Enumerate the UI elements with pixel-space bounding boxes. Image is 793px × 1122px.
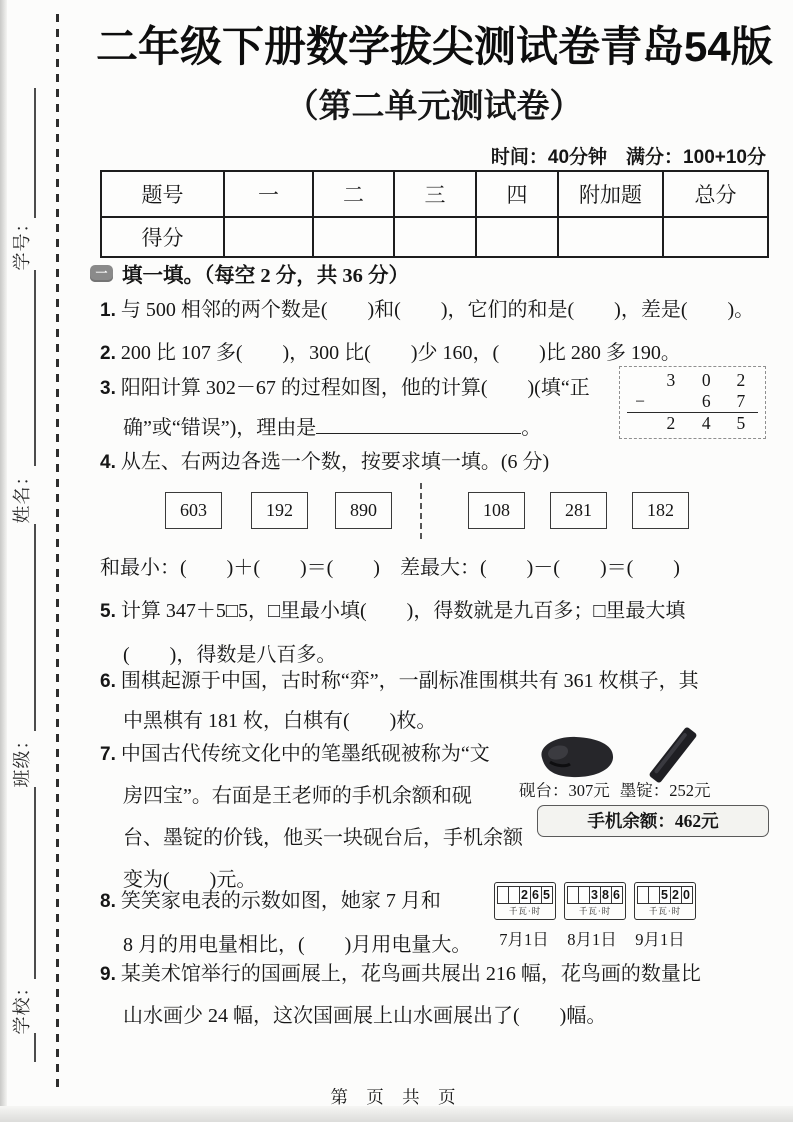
meter-digit: 6 <box>530 886 542 904</box>
meter-digit: 5 <box>541 886 553 904</box>
number-card: 603 <box>165 492 222 529</box>
question-text: 变为( )元。 <box>123 869 257 891</box>
meter-dates <box>494 926 690 950</box>
meter-digits <box>495 886 555 904</box>
question-6 <box>100 662 699 742</box>
write-line-5 <box>34 1033 36 1062</box>
question-4-answer-line <box>100 549 680 589</box>
score-cell-empty <box>558 217 663 257</box>
score-table <box>100 170 769 258</box>
score-header-cell: 一 <box>224 171 313 217</box>
question-3 <box>100 369 590 449</box>
question-number: 5. <box>100 601 116 622</box>
question-number: 6. <box>100 671 116 692</box>
question-text: 台、墨锭的价钱，他买一块砚台后，手机余额 <box>123 827 523 849</box>
question-text: ( )，得数是八百多。 <box>123 644 337 666</box>
calc-cell: 5 <box>736 413 746 433</box>
sidebar-field-school: 学校： <box>12 977 32 1035</box>
meter-digit: 5 <box>659 886 671 904</box>
question-number: 9. <box>100 964 116 985</box>
electric-meter <box>564 882 626 920</box>
meter-unit: 千瓦·时 <box>578 906 612 916</box>
calc-cell: 0 <box>701 370 711 390</box>
meter-digit: 0 <box>681 886 693 904</box>
question-number: 4. <box>100 452 116 473</box>
number-card: 108 <box>468 492 525 529</box>
question-9 <box>100 954 701 1038</box>
question-number: 7. <box>100 744 116 765</box>
meter-digit: 2 <box>670 886 682 904</box>
question-text: 200 比 107 多( )，300 比( )少 160，( )比 280 多 190。 <box>120 342 681 364</box>
number-card: 192 <box>251 492 308 529</box>
ink-stick-image <box>642 726 704 784</box>
calc-cell: 2 <box>736 370 746 390</box>
write-line-1 <box>34 88 36 218</box>
vertical-subtraction-figure <box>619 366 766 439</box>
question-number: 2. <box>100 343 116 364</box>
meter-digits <box>635 886 695 904</box>
question-text: 从左、右两边各选一个数，按要求填一填。(6 分) <box>120 451 550 473</box>
calc-cell: 2 <box>666 413 676 433</box>
question-1 <box>100 291 754 331</box>
time-score-meta: 时间：40分钟 满分：100+10分 <box>490 147 766 168</box>
score-header-cell: 四 <box>476 171 558 217</box>
write-line-4 <box>34 787 36 979</box>
meter-digit: 6 <box>611 886 623 904</box>
question-text: 计算 347＋5□5，□里最小填( )，得数就是九百多；□里最大填 <box>120 600 686 622</box>
question-text: 某美术馆举行的国画展上，花鸟画共展出 216 幅，花鸟画的数量比 <box>120 963 701 985</box>
question-text: 和最小：( )＋( )＝( ) 差最大：( )－( )＝( ) <box>100 557 680 579</box>
score-cell-empty <box>313 217 394 257</box>
electric-meter-figures <box>494 882 696 920</box>
question-text: 围棋起源于中国，古时称“弈”，一副标准围棋共有 361 枚棋子，其 <box>120 670 699 692</box>
page-title: 二年级下册数学拔尖测试卷青岛54版 <box>96 23 773 70</box>
score-cell-empty <box>224 217 313 257</box>
answer-blank-line <box>316 419 521 434</box>
question-text: 确”或“错误”)，理由是 <box>123 417 317 439</box>
question-text: 中国古代传统文化中的笔墨纸砚被称为“文 <box>120 743 490 765</box>
sidebar-field-student-id: 学号： <box>12 213 32 271</box>
question-7 <box>100 734 523 902</box>
score-cell-empty <box>394 217 476 257</box>
meter-date: 9月1日 <box>635 930 685 949</box>
score-cell-empty <box>663 217 768 257</box>
question-text: 阳阳计算 302－67 的过程如图，他的计算( )(填“正 <box>120 377 590 399</box>
inkstick-price: 墨锭：252元 <box>619 781 711 800</box>
calc-cell <box>627 413 653 434</box>
section-1-heading <box>90 258 409 288</box>
number-card: 182 <box>632 492 689 529</box>
score-header-cell: 三 <box>394 171 476 217</box>
scan-edge-left <box>0 0 7 1122</box>
sidebar-field-class: 班级： <box>12 730 32 788</box>
score-header-cell: 总分 <box>663 171 768 217</box>
inkstone-price: 砚台：307元 <box>519 781 610 800</box>
electric-meter <box>634 882 696 920</box>
calc-cell: 3 <box>666 370 676 390</box>
question-text: 笑笑家电表的示数如图，她家 7 月和 <box>120 890 441 912</box>
question-4 <box>100 443 549 483</box>
question-number: 8. <box>100 891 116 912</box>
question-text: 中黑棋有 181 枚，白棋有( )枚。 <box>123 710 437 732</box>
write-line-2 <box>34 270 36 466</box>
group-divider-dashed <box>420 483 422 539</box>
question-text: 房四宝”。右面是王老师的手机余额和砚 <box>123 785 472 807</box>
meter-digit: 2 <box>519 886 531 904</box>
question-text: 山水画少 24 幅，这次国画展上山水画展出了( )幅。 <box>123 1005 607 1027</box>
score-header-cell: 附加题 <box>558 171 663 217</box>
calc-cell <box>653 391 688 412</box>
meter-date: 8月1日 <box>567 930 617 949</box>
electric-meter <box>494 882 556 920</box>
cut-dashed-line <box>56 14 59 1092</box>
page-footer: 第 页 共 页 <box>330 1087 463 1107</box>
meter-digit: 8 <box>600 886 612 904</box>
meter-unit: 千瓦·时 <box>648 906 682 916</box>
question-text: 8 月的用电量相比，( )月用电量大。 <box>123 934 472 956</box>
meter-digit: 3 <box>589 886 601 904</box>
meter-unit: 千瓦·时 <box>508 906 542 916</box>
score-header-cell: 题号 <box>101 171 224 217</box>
sidebar-field-name: 姓名： <box>12 466 32 524</box>
price-labels <box>519 777 721 801</box>
question-2 <box>100 334 681 374</box>
question-number: 3. <box>100 378 116 399</box>
score-header-cell: 二 <box>313 171 394 217</box>
question-number: 1. <box>100 300 116 321</box>
calc-cell: 7 <box>736 391 746 411</box>
meter-digits <box>565 886 625 904</box>
question-text: 。 <box>521 417 542 439</box>
calc-minus-sign: − <box>635 391 646 411</box>
score-cell-empty <box>476 217 558 257</box>
section-number-badge: 一 <box>90 265 113 282</box>
page-subtitle: （第二单元测试卷） <box>285 87 583 124</box>
meter-date: 7月1日 <box>499 930 549 949</box>
calc-cell: 6 <box>701 391 711 411</box>
question-text: 与 500 相邻的两个数是( )和( )，它们的和是( )，差是( )。 <box>120 299 755 321</box>
number-card: 890 <box>335 492 392 529</box>
calc-cell: 4 <box>701 413 711 433</box>
calc-cell <box>627 370 653 391</box>
number-card: 281 <box>550 492 607 529</box>
section-title: 填一填。（每空 2 分，共 36 分） <box>122 265 409 287</box>
phone-balance-box: 手机余额：462元 <box>537 805 769 837</box>
inkstone-image <box>530 732 618 782</box>
score-row-label: 得分 <box>101 217 224 257</box>
write-line-3 <box>34 524 36 731</box>
